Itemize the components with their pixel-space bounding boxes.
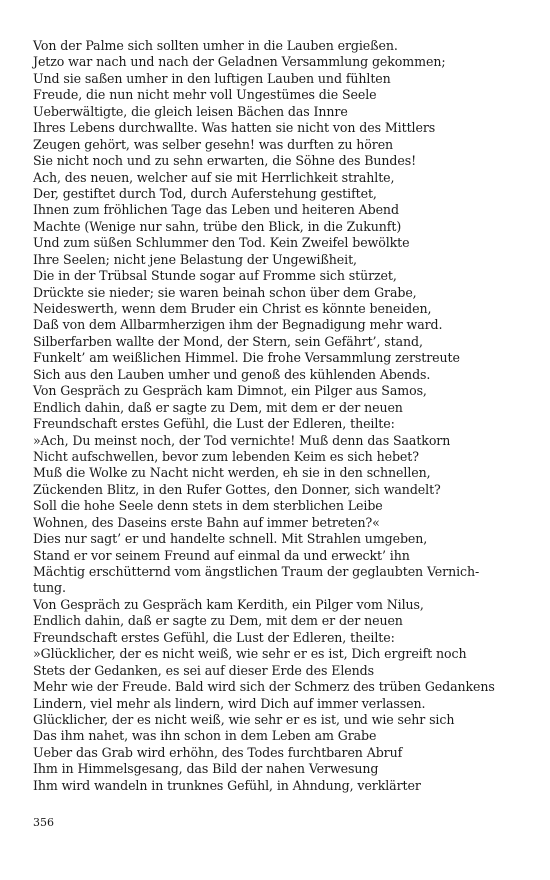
verse-line: Glücklicher, der es nicht weiß, wie sehr er es ist, und wie sehr sich (33, 711, 455, 727)
verse-line: Ihm in Himmelsgesang, das Bild der nahen Verwesung (33, 761, 379, 777)
verse-line: Ihre Seelen; nicht jene Belastung der Ungewißheit, (33, 251, 357, 267)
verse-line: »Glücklicher, der es nicht weiß, wie sehr er es ist, Dich ergreift noch (33, 646, 467, 662)
verse-line: Silberfarben wallte der Mond, der Stern, sein Gefährt’, stand, (33, 333, 423, 349)
verse-line: Und zum süßen Schlummer den Tod. Kein Zweifel bewölkte (33, 235, 410, 251)
verse-line: Ach, des neuen, welcher auf sie mit Herrlichkeit strahlte, (33, 169, 395, 185)
verse-line: Von der Palme sich sollten umher in die Lauben ergießen. (33, 38, 398, 53)
verse-line: Neideswerth, wenn dem Bruder ein Christ es könnte beneiden, (33, 301, 432, 316)
page-number: 356 (33, 816, 54, 829)
verse-line: Wohnen, des Daseins erste Bahn auf immer betreten?« (33, 514, 380, 530)
verse-line: Soll die hohe Seele denn stets in dem sterblichen Leibe (33, 498, 383, 514)
verse-line: tung. (33, 580, 66, 596)
verse-line: Dies nur sagt’ er und handelte schnell. Mit Strahlen umgeben, (33, 531, 428, 547)
verse-line: Von Gespräch zu Gespräch kam Kerdith, ein Pilger vom Nilus, (33, 596, 424, 612)
verse-line: Ueber das Grab wird erhöhn, des Todes furchtbaren Abruf (33, 744, 403, 760)
verse-line: Muß die Wolke zu Nacht nicht werden, eh sie in den schnellen, (33, 465, 431, 481)
verse-line: Endlich dahin, daß er sagte zu Dem, mit dem er der neuen (33, 613, 403, 629)
verse-line: Mächtig erschütternd vom ängstlichen Traum der geglaubten Vernich- (33, 564, 480, 579)
verse-line: Freundschaft erstes Gefühl, die Lust der Edleren, theilte: (33, 629, 395, 645)
verse-line: Freundschaft erstes Gefühl, die Lust der Edleren, theilte: (33, 416, 395, 432)
verse-line: Von Gespräch zu Gespräch kam Dimnot, ein Pilger aus Samos, (33, 383, 427, 399)
verse-line: Jetzo war nach und nach der Geladnen Versammlung gekommen; (33, 54, 446, 70)
verse-line: Lindern, viel mehr als lindern, wird Dich auf immer verlassen. (33, 695, 426, 711)
poem-text (33, 38, 523, 794)
verse-line: Sich aus den Lauben umher und genoß des kühlenden Abends. (33, 366, 431, 382)
verse-line: Freude, die nun nicht mehr voll Ungestümes die Seele (33, 87, 377, 103)
verse-line: Drückte sie nieder; sie waren beinah schon über dem Grabe, (33, 284, 417, 300)
verse-line: Ihm wird wandeln in trunknes Gefühl, in Ahndung, verklärter (33, 777, 421, 793)
verse-line: Das ihm nahet, was ihn schon in dem Leben am Grabe (33, 728, 377, 744)
verse-line: Sie nicht noch und zu sehn erwarten, die Söhne des Bundes! (33, 153, 417, 169)
verse-line: Mehr wie der Freude. Bald wird sich der Schmerz des trüben Gedankens (33, 679, 495, 695)
verse-line: Machte (Wenige nur sahn, trübe den Blick, in die Zukunft) (33, 218, 402, 234)
verse-line: Endlich dahin, daß er sagte zu Dem, mit dem er der neuen (33, 399, 403, 415)
verse-line: Stand er vor seinem Freund auf einmal da und erweckt’ ihn (33, 547, 410, 563)
verse-line: Funkelt’ am weißlichen Himmel. Die frohe Versammlung zerstreute (33, 350, 460, 366)
verse-line: Zeugen gehört, was selber gesehn! was durften zu hören (33, 136, 394, 152)
verse-line: Und sie saßen umher in den luftigen Lauben und fühlten (33, 70, 391, 86)
verse-line: Stets der Gedanken, es sei auf dieser Erde des Elends (33, 662, 374, 678)
verse-line: Ueberwältigte, die gleich leisen Bächen das Innre (33, 103, 348, 119)
verse-line: Ihnen zum fröhlichen Tage das Leben und heiteren Abend (33, 202, 399, 218)
verse-line: Daß von dem Allbarmherzigen ihm der Begnadigung mehr ward. (33, 317, 443, 333)
verse-line: Die in der Trübsal Stunde sogar auf Fromme sich stürzet, (33, 268, 397, 284)
verse-line: Der, gestiftet durch Tod, durch Auferstehung gestiftet, (33, 185, 377, 201)
verse-line: »Ach, Du meinst noch, der Tod vernichte! Muß denn das Saatkorn (33, 432, 451, 448)
verse-line: Ihres Lebens durchwallte. Was hatten sie nicht von des Mittlers (33, 120, 436, 136)
verse-line: Nicht aufschwellen, bevor zum lebenden Keim es sich hebet? (33, 448, 419, 464)
verse-line: Zückenden Blitz, in den Rufer Gottes, den Donner, sich wandelt? (33, 481, 441, 497)
